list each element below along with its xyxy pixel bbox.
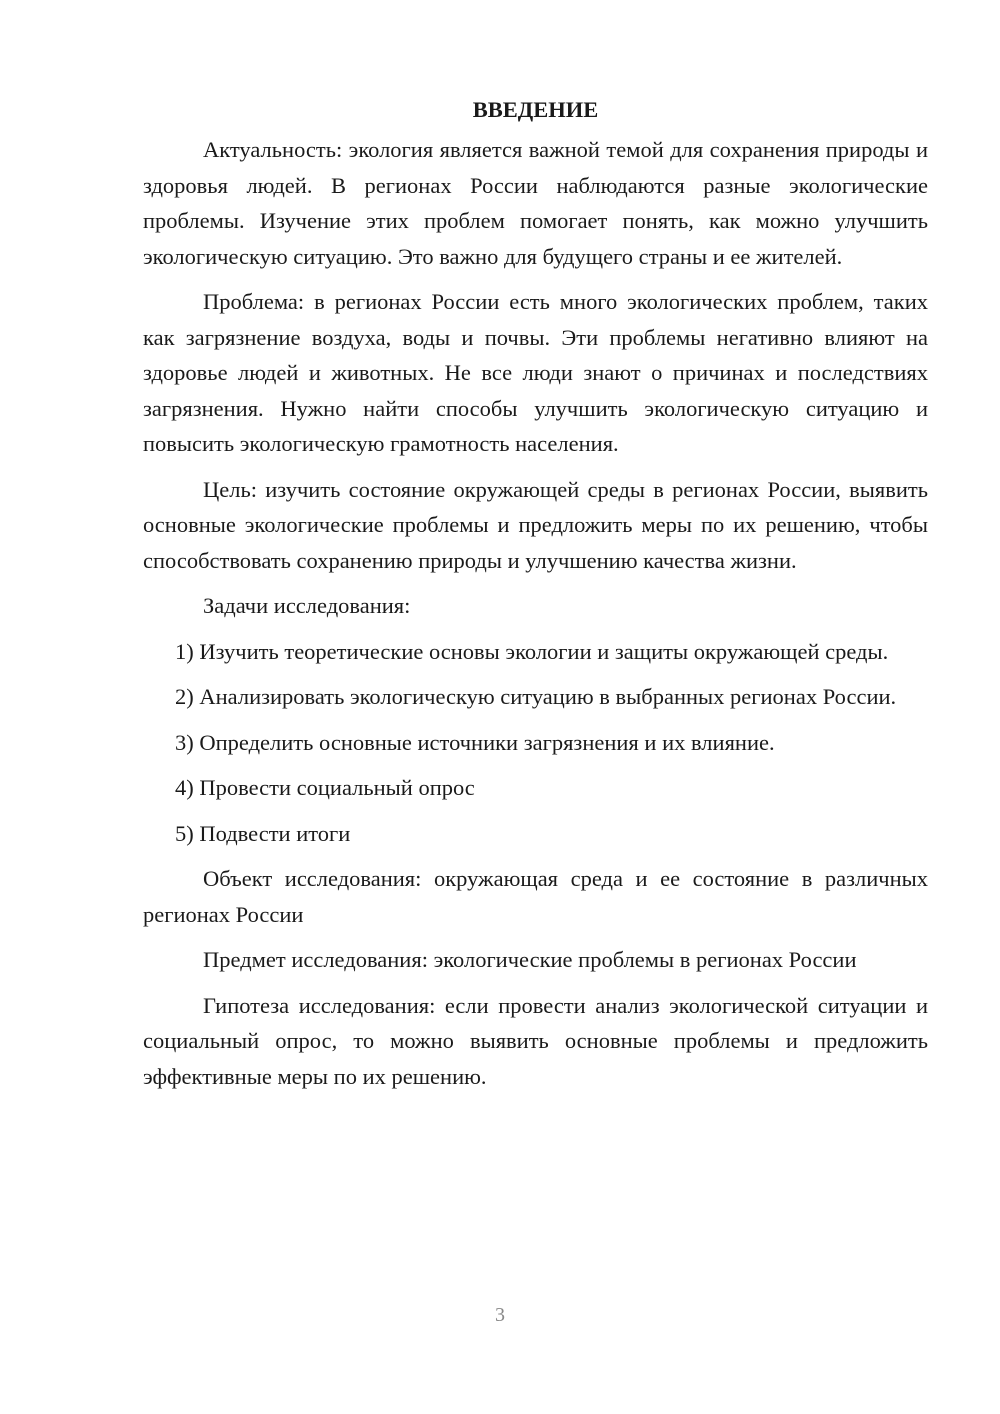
- paragraph-goal: Цель: изучить состояние окружающей среды в регионах России, выявить основные экологические проблемы и предложить меры по их решению, чтобы способствовать сохранению природы и улучшению качества жизни.: [143, 476, 928, 573]
- list-item: 3) Определить основные источники загрязнения и их влияние.: [175, 729, 775, 755]
- page-number: 3: [495, 1304, 505, 1326]
- tasks-list: [143, 634, 928, 852]
- list-item: 1) Изучить теоретические основы экологии и защиты окружающей среды.: [175, 638, 889, 664]
- paragraph-subject: Предмет исследования: экологические проблемы в регионах России: [203, 947, 857, 972]
- list-item: 4) Провести социальный опрос: [175, 775, 475, 800]
- document-page: [143, 92, 928, 1104]
- section-title: ВВЕДЕНИЕ: [472, 97, 599, 122]
- tasks-heading: Задачи исследования:: [203, 593, 411, 618]
- paragraph-problem: Проблема: в регионах России есть много экологических проблем, таких как загрязнение воздуха, воды и почвы. Эти проблемы негативно влияют на здоровье людей и животных. Не все люди знают о причинах и последствиях загрязнения. Нужно найти способы улучшить экологическую ситуацию и повысить экологическую грамотность населения.: [143, 289, 928, 456]
- paragraph-hypothesis: Гипотеза исследования: если провести анализ экологической ситуации и социальный опрос, то можно выявить основные проблемы и предложить эффективные меры по их решению.: [143, 992, 928, 1089]
- paragraph-relevance: Актуальность: экология является важной темой для сохранения природы и здоровья людей. В регионах России наблюдаются разные экологические проблемы. Изучение этих проблем помогает понять, как можно улучшить экологическую ситуацию. Это важно для будущего страны и ее жителей.: [143, 137, 928, 269]
- paragraph-object: Объект исследования: окружающая среда и ее состояние в различных регионах России: [143, 866, 928, 927]
- list-item: 5) Подвести итоги: [175, 820, 351, 846]
- list-item: 2) Анализировать экологическую ситуацию в выбранных регионах России.: [175, 684, 897, 709]
